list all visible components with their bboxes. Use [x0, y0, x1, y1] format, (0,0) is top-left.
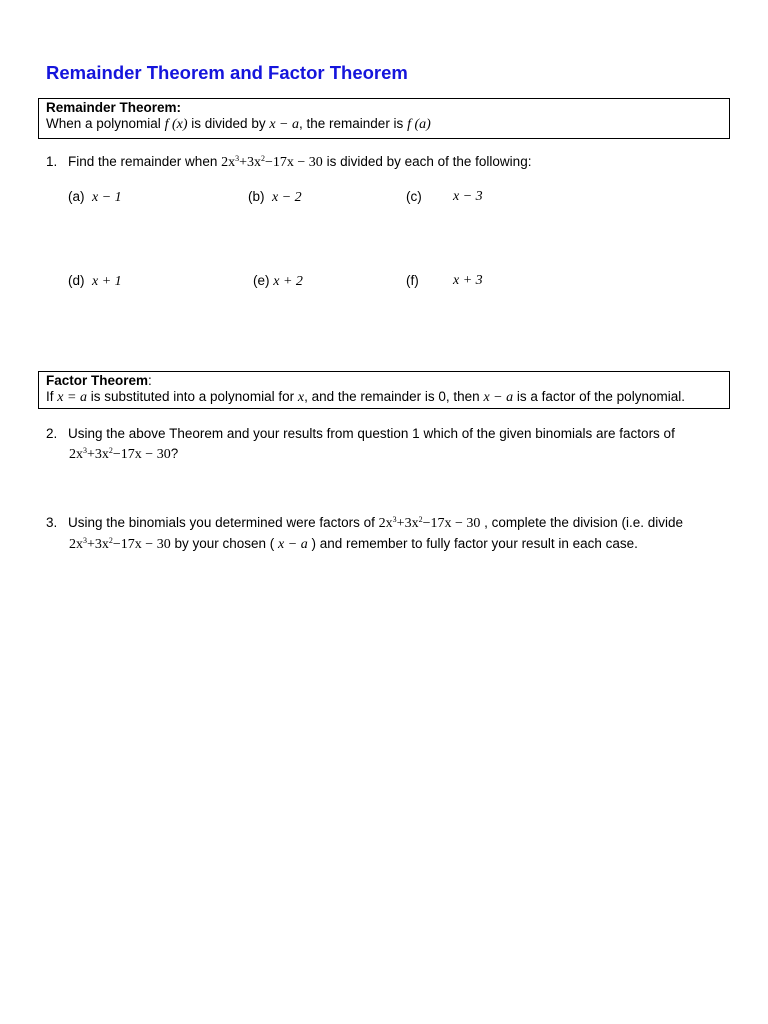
question-1-text [68, 154, 531, 171]
factor-theorem-heading: Factor Theorem: [46, 373, 152, 388]
remainder-theorem-statement [46, 116, 722, 133]
part-d: (d) x + 1 [68, 273, 122, 289]
question-2-text: Using the above Theorem and your results from question 1 which of the given binomials are factors of [68, 426, 675, 441]
math-x: x [297, 390, 305, 405]
math-x-minus-a: x − a [483, 390, 514, 405]
question-2-polynomial: $2x^3+3x^2-17x - 30$? [69, 446, 179, 462]
part-e: (e) x + 2 [253, 273, 303, 289]
question-3-line-2: $2x^3+3x^2-17x - 30$ by your chosen ( x − a ) and remember to fully factor your result in each case. [69, 536, 638, 552]
statement-text: When a polynomial [46, 116, 161, 131]
factor-theorem-box [38, 371, 730, 409]
question-2-number: 2. [46, 426, 58, 441]
remainder-theorem-box [38, 98, 730, 139]
math-fx: f (x) [164, 117, 188, 132]
part-a: (a) x − 1 [68, 189, 122, 205]
math-fa: f (a) [407, 117, 431, 132]
polynomial-expression: $2x^3+3x^2-17x - 30$ [221, 154, 323, 170]
question-3-number: 3. [46, 515, 58, 530]
polynomial-expression: $2x^3+3x^2-17x - 30$ [378, 515, 481, 531]
page-title: Remainder Theorem and Factor Theorem [46, 62, 408, 83]
question-3-line-1: Using the binomials you determined were factors of $2x^3+3x^2-17x - 30$ , complete the division (i.e. divide [68, 515, 683, 531]
part-b: (b) x − 2 [248, 189, 302, 205]
math-x-minus-a: x − a [269, 117, 300, 132]
math-x-minus-a: x − a [278, 537, 308, 552]
question-1-text-before: Find the remainder when [68, 154, 218, 169]
polynomial-expression: $2x^3+3x^2-17x - 30$ [69, 446, 171, 462]
statement-text: is divided by [191, 116, 266, 131]
question-1-number: 1. [46, 154, 58, 169]
statement-text: , the remainder is [299, 116, 404, 131]
question-1-text-after: is divided by each of the following: [326, 154, 532, 169]
polynomial-expression: $2x^3+3x^2-17x - 30$ [69, 536, 171, 552]
math-x-equals-a: x = a [57, 390, 87, 405]
part-f-label: (f) [406, 273, 419, 288]
part-c-label: (c) [406, 189, 422, 204]
remainder-theorem-heading: Remainder Theorem: [46, 100, 182, 115]
part-c-expr: x − 3 [453, 189, 483, 204]
part-f-expr: x + 3 [453, 273, 483, 288]
factor-theorem-statement: If x = a is substituted into a polynomial for x, and the remainder is 0, then x − a is a factor of the polynomial. [46, 389, 685, 405]
